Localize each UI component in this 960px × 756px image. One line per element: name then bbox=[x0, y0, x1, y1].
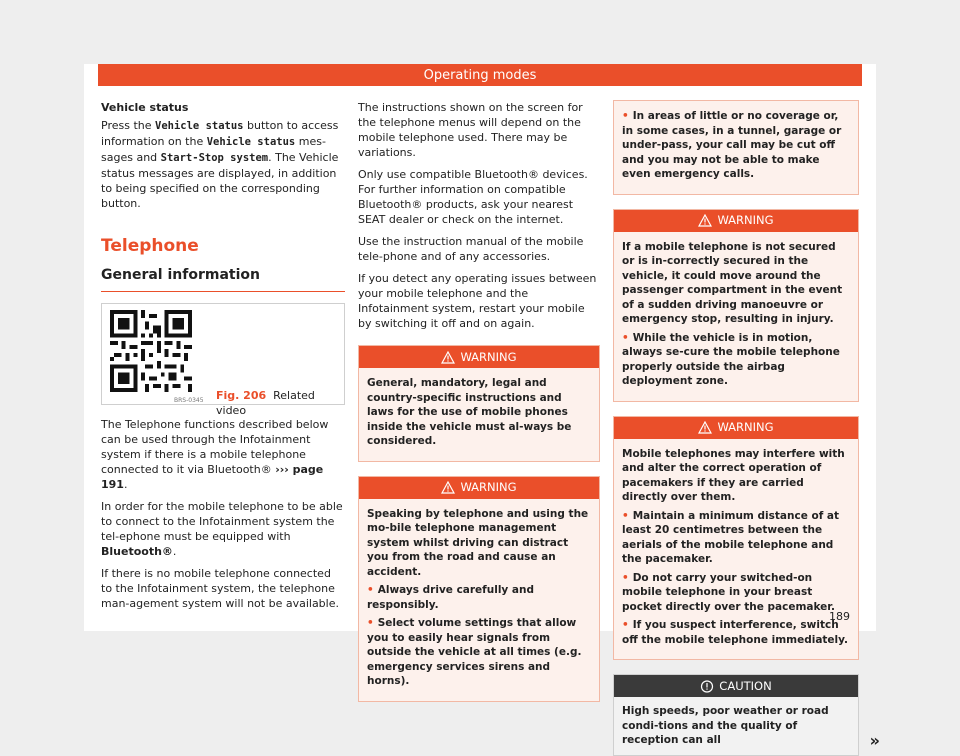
bullet-icon: • bbox=[622, 110, 629, 122]
warning-bullet bbox=[367, 583, 591, 612]
warning-body bbox=[359, 368, 599, 461]
bullet-icon: • bbox=[622, 571, 629, 584]
column-2 bbox=[358, 100, 600, 714]
warning-box-1 bbox=[358, 345, 600, 462]
warning-text: If a mobile telephone is not secured or is in-correctly secured in the vehicle, it could move around the passenger compartment in the event of a sudden driving manoeuvre or emergency stop, resulting in injury. bbox=[622, 240, 843, 325]
warning-box-3 bbox=[613, 209, 859, 402]
telephone-paragraph-1 bbox=[101, 417, 345, 492]
manual-page bbox=[84, 64, 880, 750]
column-3 bbox=[613, 100, 880, 756]
column-1 bbox=[101, 100, 345, 618]
warning-bullet bbox=[622, 618, 850, 647]
bullet-icon: • bbox=[622, 509, 629, 522]
warning-bullet bbox=[622, 331, 850, 389]
caution-header bbox=[614, 675, 858, 697]
warning-box-2 bbox=[358, 476, 600, 702]
bullet-text: Maintain a minimum distance of at least 20 centimetres between the aerials of the mobile telephone and the pacemaker. bbox=[622, 509, 840, 565]
start-stop-system-name: Start-Stop system bbox=[160, 152, 269, 164]
text-run: . bbox=[172, 545, 177, 558]
warning-header bbox=[359, 346, 599, 368]
text-run: Press the bbox=[101, 119, 155, 132]
warning-triangle-icon bbox=[698, 421, 712, 434]
warning-label: WARNING bbox=[460, 349, 517, 364]
warning-triangle-icon bbox=[441, 351, 455, 364]
info-circle-icon bbox=[700, 680, 714, 693]
figure-caption-text: Related video bbox=[216, 389, 315, 417]
warning-body bbox=[359, 499, 599, 701]
page-header bbox=[98, 64, 862, 86]
bullet-icon: • bbox=[367, 584, 374, 596]
warning-header bbox=[614, 417, 858, 439]
bullet-text: If you suspect interference, switch off the mobile telephone immediately. bbox=[622, 619, 849, 646]
warning-text: Mobile telephones may interfere with and alter the correct operation of pacemakers if they are carried directly over them. bbox=[622, 447, 845, 503]
section-title-telephone: Telephone bbox=[101, 236, 199, 256]
text-run: mes-sages and bbox=[101, 135, 326, 164]
column2-paragraph-2: Only use compatible Bluetooth® devices. For further information on compatible Bluetooth® products, ask your nearest SEAT dealer or check on the internet. bbox=[358, 168, 588, 226]
figure-caption bbox=[216, 388, 344, 418]
warning-label: WARNING bbox=[717, 420, 774, 434]
warning-bullet bbox=[367, 616, 591, 689]
text-run: . bbox=[123, 478, 128, 491]
telephone-paragraph-3: If there is no mobile telephone connected to the Infotainment system, the telephone man-agement system will not be available. bbox=[101, 567, 339, 610]
text-run: The Telephone functions described below can be used through the Infotainment system if there is a mobile telephone connected to it via Bluetooth® bbox=[101, 418, 329, 476]
warning-bullet bbox=[622, 509, 850, 567]
warning-body bbox=[614, 439, 858, 660]
text-run: button to access information on the bbox=[101, 119, 339, 148]
warning-triangle-icon bbox=[441, 481, 455, 494]
figure-label: Fig. 206 bbox=[216, 389, 267, 402]
bullet-text: While the vehicle is in motion, always se-cure the mobile telephone properly outside the airbag deployment zone. bbox=[622, 331, 840, 387]
column2-paragraph-3: Use the instruction manual of the mobile tele-phone and of any accessories. bbox=[358, 235, 584, 263]
bullet-icon: • bbox=[622, 331, 629, 344]
caution-box bbox=[613, 674, 880, 756]
bullet-text: Select volume settings that allow you to easily hear signals from outside the vehicle at all times (e.g. emergency services sirens and horns). bbox=[367, 617, 582, 687]
caution-label: CAUTION bbox=[719, 678, 772, 693]
warning-label: WARNING bbox=[717, 213, 774, 227]
bullet-text: Do not carry your switched-on mobile telephone in your breast pocket directly over the pacemaker. bbox=[622, 571, 835, 613]
vehicle-status-button-name: Vehicle status bbox=[155, 120, 244, 132]
vehicle-status-paragraph bbox=[101, 118, 345, 211]
figure-code: BRS-0345 bbox=[174, 397, 204, 404]
page-reference-link[interactable]: ››› page 191 bbox=[101, 463, 324, 491]
caution-text: High speeds, poor weather or road condi-tions and the quality of reception can all bbox=[622, 705, 829, 746]
bullet-icon: • bbox=[622, 619, 629, 631]
telephone-paragraph-2 bbox=[101, 499, 345, 559]
text-run: . The Vehicle status messages are displayed, in addition to being specified on the corresponding button. bbox=[101, 151, 339, 210]
column2-paragraph-1: The instructions shown on the screen for the telephone menus will depend on the mobile telephone used. There may be variations. bbox=[358, 101, 583, 159]
section-subtitle-general-information: General information bbox=[101, 268, 345, 292]
bullet-text: Always drive carefully and responsibly. bbox=[367, 584, 534, 611]
warning-box-4 bbox=[613, 416, 859, 661]
bluetooth-term: Bluetooth® bbox=[101, 545, 173, 558]
warning-body bbox=[614, 101, 858, 194]
warning-text: Speaking by telephone and using the mo-bile telephone management system whilst driving can distract you from the road and cause an accident. bbox=[367, 507, 589, 578]
warning-bullet bbox=[622, 571, 850, 615]
warning-text: General, mandatory, legal and country-specific instructions and laws for the use of mobile phones inside the vehicle must al-ways be considered. bbox=[367, 377, 572, 447]
warning-box-continued bbox=[613, 100, 859, 195]
warning-body bbox=[614, 232, 858, 401]
warning-label: WARNING bbox=[460, 480, 517, 494]
warning-triangle-icon bbox=[698, 214, 712, 227]
qr-code-icon[interactable] bbox=[110, 310, 192, 392]
warning-header bbox=[614, 210, 858, 232]
vehicle-status-menu-name: Vehicle status bbox=[206, 136, 296, 148]
page-header-title: Operating modes bbox=[423, 67, 537, 83]
figure-206 bbox=[101, 303, 345, 417]
page-number: 189 bbox=[829, 610, 850, 623]
vehicle-status-heading: Vehicle status bbox=[101, 101, 189, 114]
caution-body bbox=[614, 697, 880, 755]
warning-bullet bbox=[622, 109, 850, 182]
bullet-text: In areas of little or no coverage or, in some cases, in a tunnel, garage or under-pass, your call may be cut off and you may not be able to make even emergency calls. bbox=[622, 110, 842, 180]
column2-paragraph-4: If you detect any operating issues between your mobile telephone and the Infotainment system, restart your mobile by switching it off and on again. bbox=[358, 272, 597, 330]
text-run: In order for the mobile telephone to be able to connect to the Infotainment system the tel-ephone must be equipped with bbox=[101, 500, 343, 543]
warning-header bbox=[359, 477, 599, 499]
bullet-icon: • bbox=[367, 617, 374, 629]
continue-arrow-icon: » bbox=[869, 731, 880, 750]
